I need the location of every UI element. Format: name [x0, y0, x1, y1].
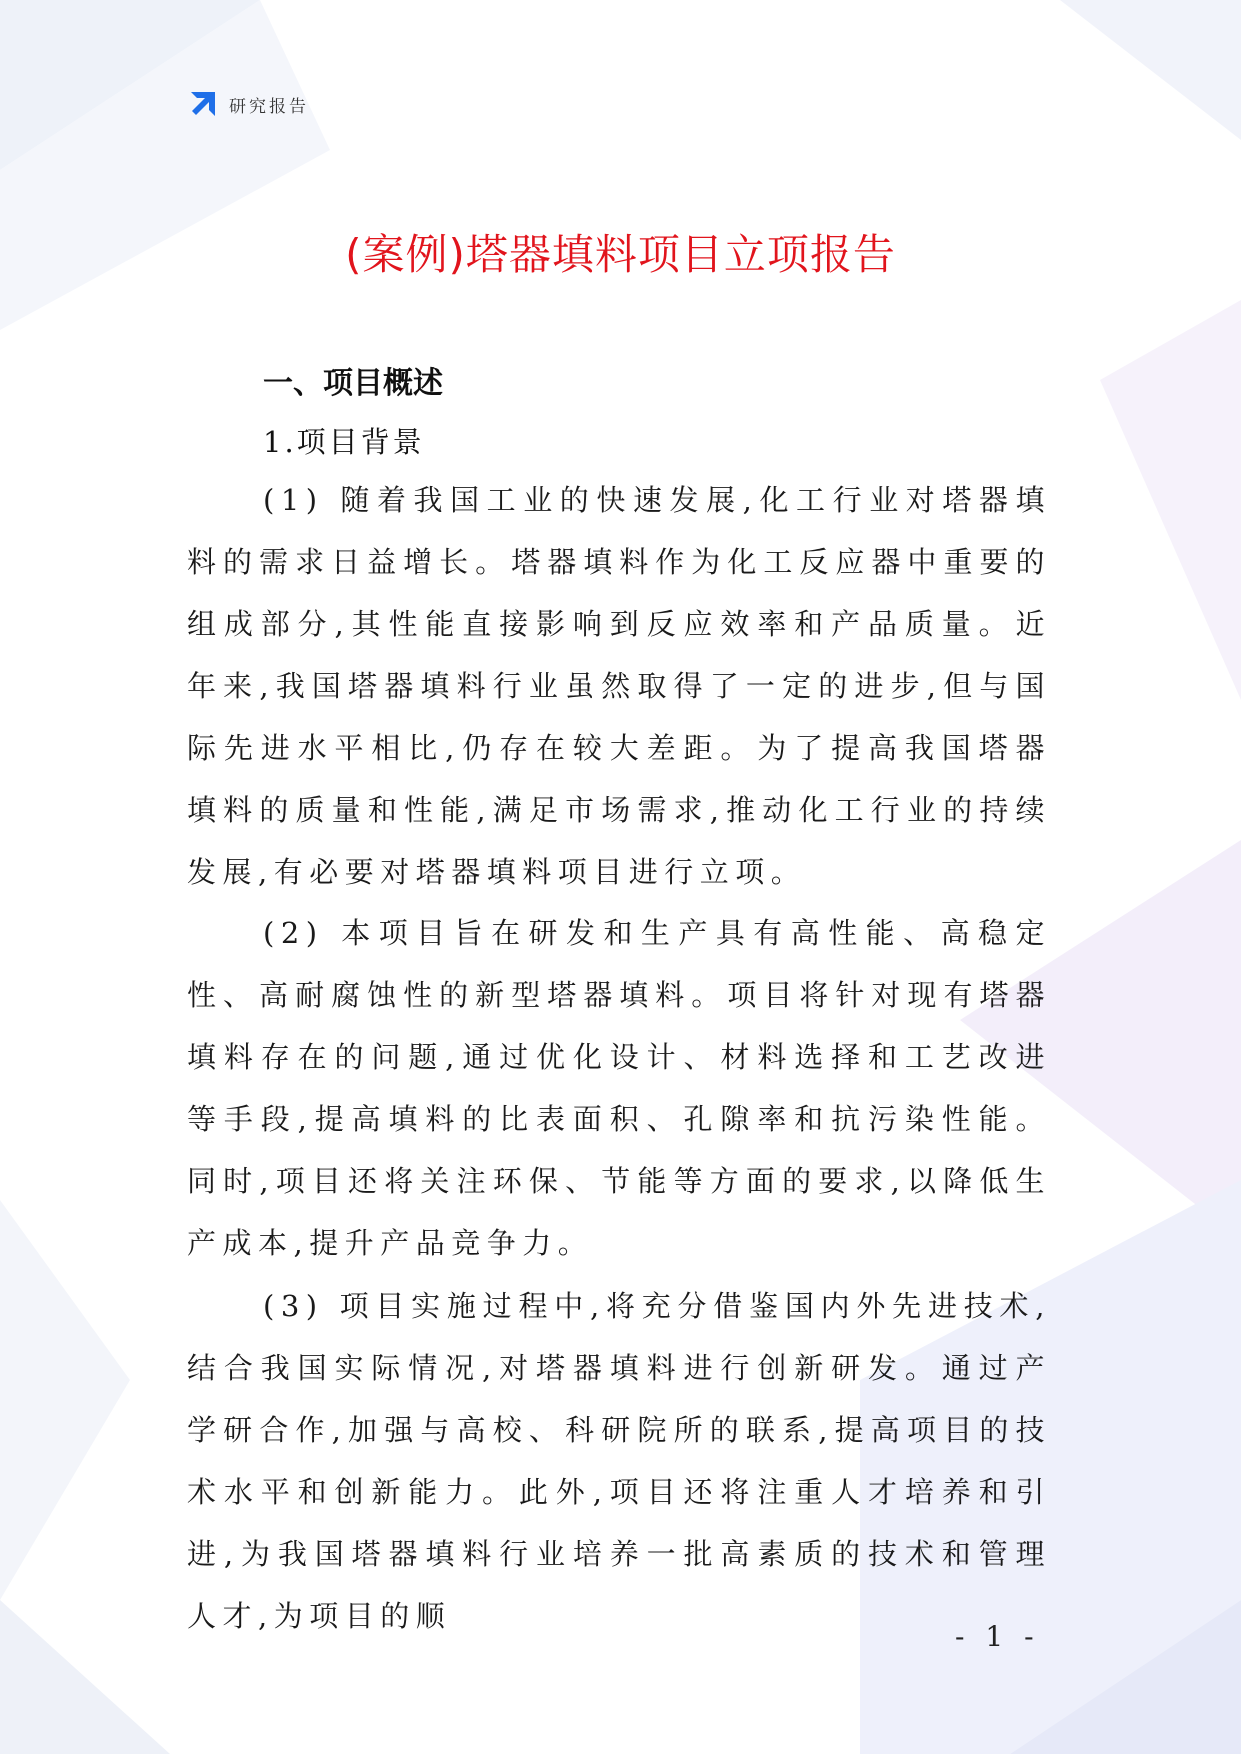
section-heading: 一、项目概述	[263, 366, 443, 401]
page-number: - 1 -	[955, 1620, 1040, 1653]
paragraph-1: (1) 随着我国工业的快速发展,化工行业对塔器填料的需求日益增长。塔器填料作为化工反应器中重要的组成部分,其性能直接影响到反应效率和产品质量。近年来,我国塔器填料行业虽然取得了一定的进步,但与国际先进水平相比,仍存在较大差距。为了提高我国塔器填料的质量和性能,满足市场需求,推动化工行业的持续发展,有必要对塔器填料项目进行立项。	[187, 483, 1051, 889]
paragraph-2: (2) 本项目旨在研发和生产具有高性能、高稳定性、高耐腐蚀性的新型塔器填料。项目将针对现有塔器填料存在的问题,通过优化设计、材料选择和工艺改进等手段,提高填料的比表面积、孔隙率和抗污染性能。同时,项目还将关注环保、节能等方面的要求,以降低生产成本,提升产品竞争力。	[187, 916, 1051, 1260]
paragraph-3: (3) 项目实施过程中,将充分借鉴国内外先进技术,结合我国实际情况,对塔器填料进行创新研发。通过产学研合作,加强与高校、科研院所的联系,提高项目的技术水平和创新能力。此外,项目还将注重人才培养和引进,为我国塔器填料行业培养一批高素质的技术和管理人才,为项目的顺	[187, 1289, 1051, 1633]
subsection-heading: 1.项目背景	[263, 425, 425, 459]
arrow-up-right-icon	[187, 88, 219, 120]
document-title: (案例)塔器填料项目立项报告	[345, 230, 896, 279]
header-label: 研究报告	[229, 96, 309, 117]
header	[187, 88, 309, 120]
